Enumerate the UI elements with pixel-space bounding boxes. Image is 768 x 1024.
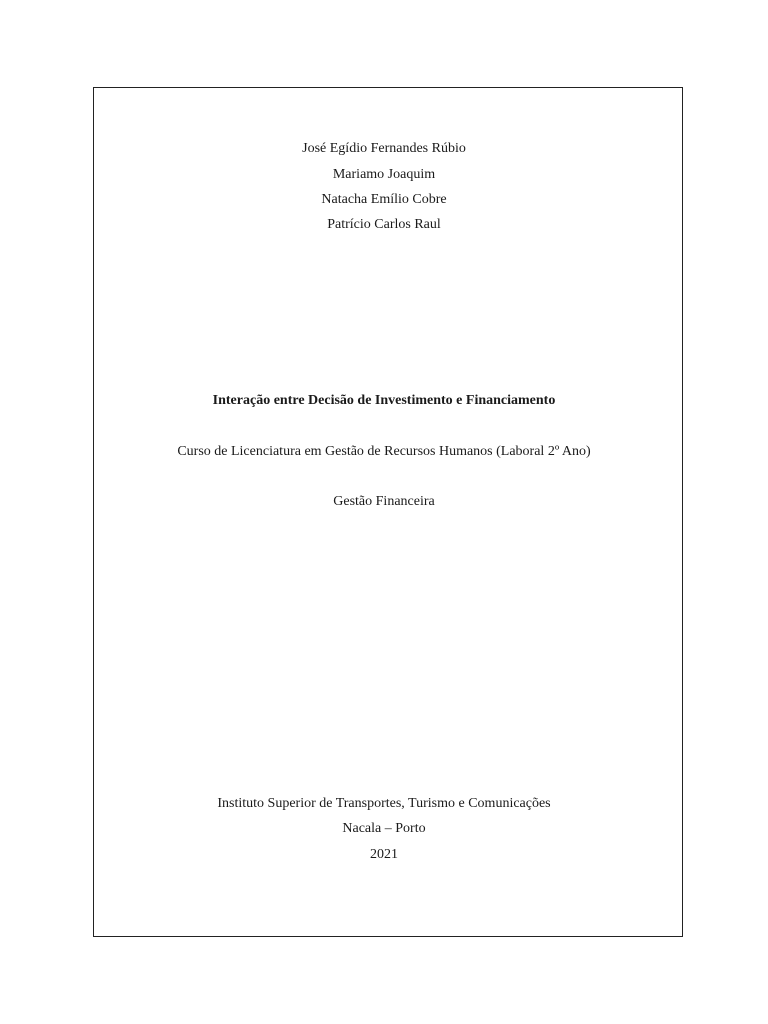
author-name: José Egídio Fernandes Rúbio xyxy=(302,141,466,156)
course-name: Curso de Licenciatura em Gestão de Recursos Humanos (Laboral 2º Ano) xyxy=(177,444,591,459)
subject-name: Gestão Financeira xyxy=(333,494,435,509)
document-title: Interação entre Decisão de Investimento e Financiamento xyxy=(212,393,556,408)
author-name: Natacha Emílio Cobre xyxy=(321,192,447,207)
author-name: Mariamo Joaquim xyxy=(332,167,436,182)
year: 2021 xyxy=(370,847,398,862)
institution-name: Instituto Superior de Transportes, Turismo e Comunicações xyxy=(217,796,551,811)
author-name: Patrício Carlos Raul xyxy=(327,217,441,232)
location: Nacala – Porto xyxy=(342,821,426,836)
